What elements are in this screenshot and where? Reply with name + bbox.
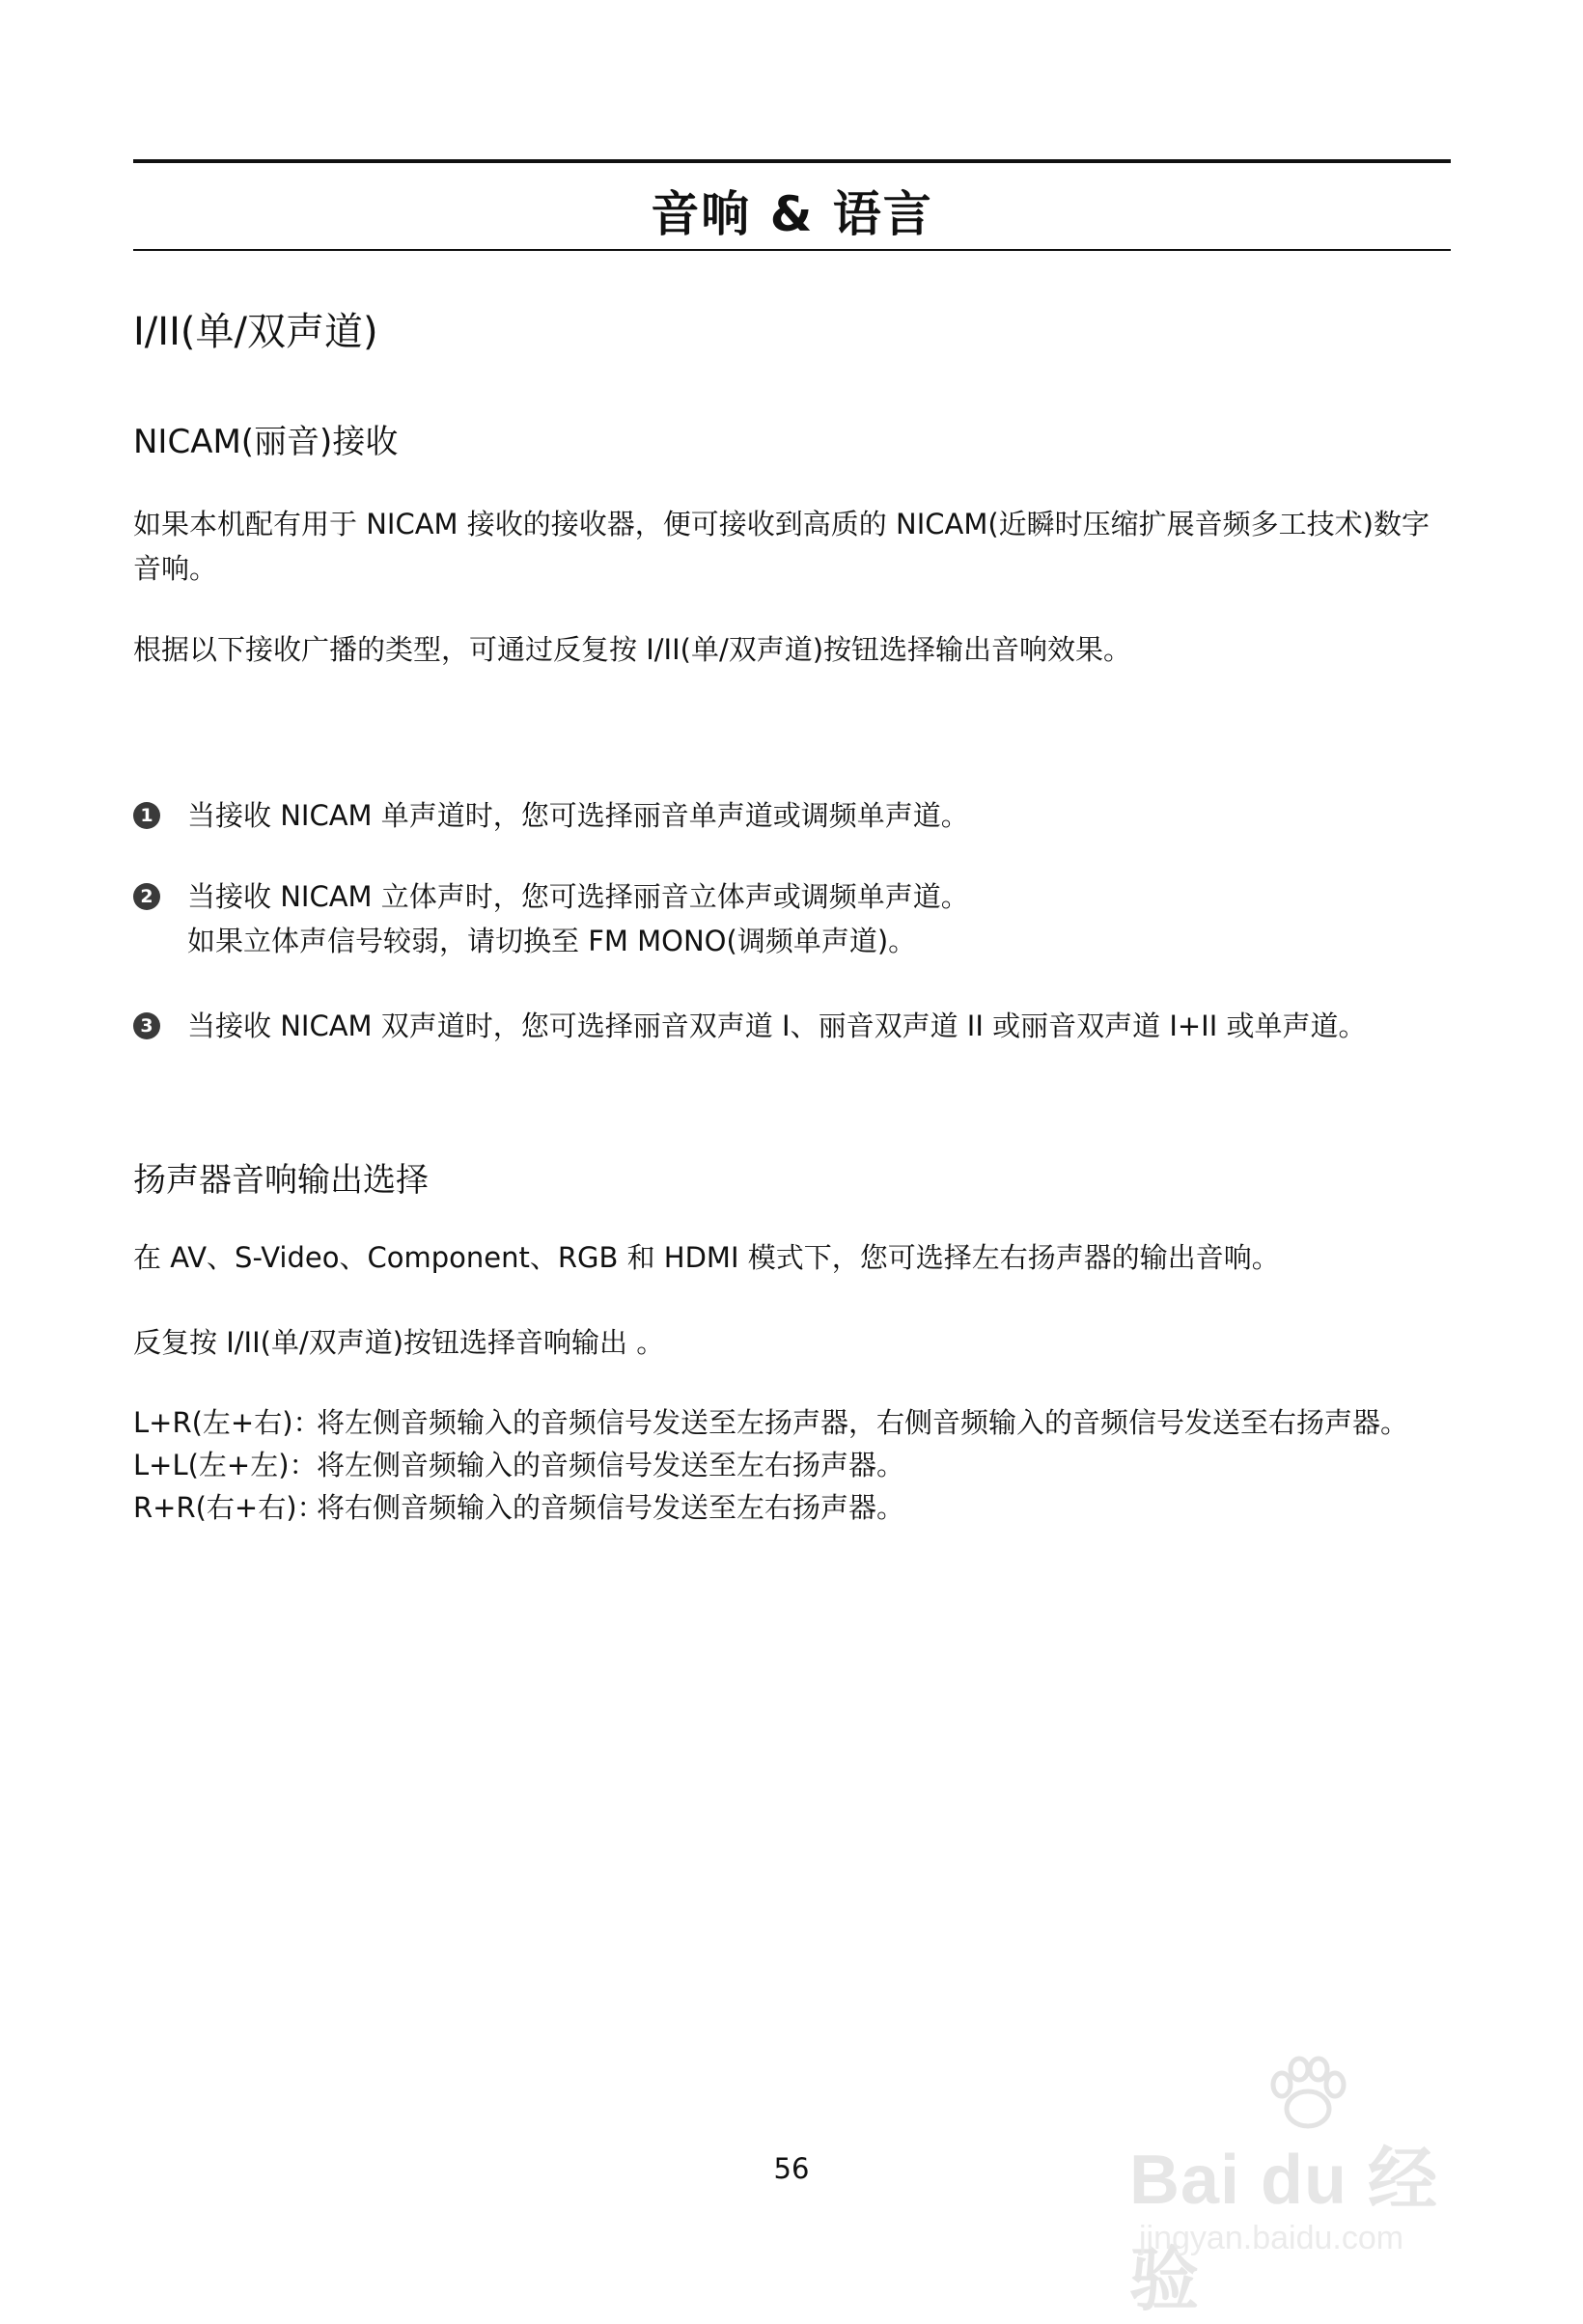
speaker-intro-paragraph: 在 AV、S-Video、Component、RGB 和 HDMI 模式下，您可选择左右扬声器的输出音响。 xyxy=(133,1241,1280,1274)
item-text-note: 如果立体声信号较弱，请切换至 FM MONO(调频单声道)。 xyxy=(187,925,917,957)
speaker-subheading: 扬声器音响输出选择 xyxy=(133,1161,429,1200)
item-text: 当接收 NICAM 双声道时，您可选择丽音双声道 I、丽音双声道 II 或丽音双声道 I+II 或单声道。 xyxy=(187,1010,1367,1042)
page-title: 音响 & 语言 xyxy=(651,186,933,242)
item-text: 当接收 NICAM 立体声时，您可选择丽音立体声或调频单声道。 xyxy=(187,880,969,913)
output-row-lr xyxy=(133,1401,1456,1444)
number-1-icon: 1 xyxy=(133,802,160,829)
nicam-item-stereo xyxy=(133,874,1456,963)
speaker-instruction-paragraph: 反复按 I/II(单/双声道)按钮选择音响输出 。 xyxy=(133,1326,665,1359)
baidu-watermark xyxy=(1120,2056,1486,2319)
watermark-url: jingyan.baidu.com xyxy=(1139,2220,1404,2256)
watermark-brand: Bai du 经验 xyxy=(1129,2142,1439,2319)
section-heading: I/II(单/双声道) xyxy=(133,310,378,354)
nicam-subheading: NICAM(丽音)接收 xyxy=(133,423,399,461)
output-label: L+R(左+右)： xyxy=(133,1406,321,1439)
output-row-ll xyxy=(133,1444,1456,1486)
output-row-rr xyxy=(133,1486,1456,1529)
output-label: L+L(左+左)： xyxy=(133,1449,318,1481)
nicam-instruction-paragraph: 根据以下接收广播的类型，可通过反复按 I/II(单/双声道)按钮选择输出音响效果。 xyxy=(133,633,1132,666)
nicam-item-mono xyxy=(133,793,1456,838)
output-description: 将左侧音频输入的音频信号发送至左右扬声器。 xyxy=(317,1449,905,1481)
paw-print-icon xyxy=(1264,2056,1351,2133)
nicam-item-dual xyxy=(133,1004,1456,1048)
output-description: 将右侧音频输入的音频信号发送至左右扬声器。 xyxy=(317,1491,905,1524)
title-bottom-rule xyxy=(133,249,1451,251)
nicam-intro-paragraph: 如果本机配有用于 NICAM 接收的接收器，便可接收到高质的 NICAM(近瞬时压缩扩展音频多工技术)数字音响。 xyxy=(133,508,1430,585)
page-number: 56 xyxy=(773,2152,810,2185)
speaker-output-list xyxy=(133,1401,1456,1529)
output-label: R+R(右+右)： xyxy=(133,1491,325,1524)
item-text: 当接收 NICAM 单声道时，您可选择丽音单声道或调频单声道。 xyxy=(187,799,969,832)
number-3-icon: 3 xyxy=(133,1012,160,1039)
output-description: 将左侧音频输入的音频信号发送至左扬声器，右侧音频输入的音频信号发送至右扬声器。 xyxy=(317,1406,1409,1439)
title-top-rule xyxy=(133,159,1451,163)
number-2-icon: 2 xyxy=(133,883,160,910)
